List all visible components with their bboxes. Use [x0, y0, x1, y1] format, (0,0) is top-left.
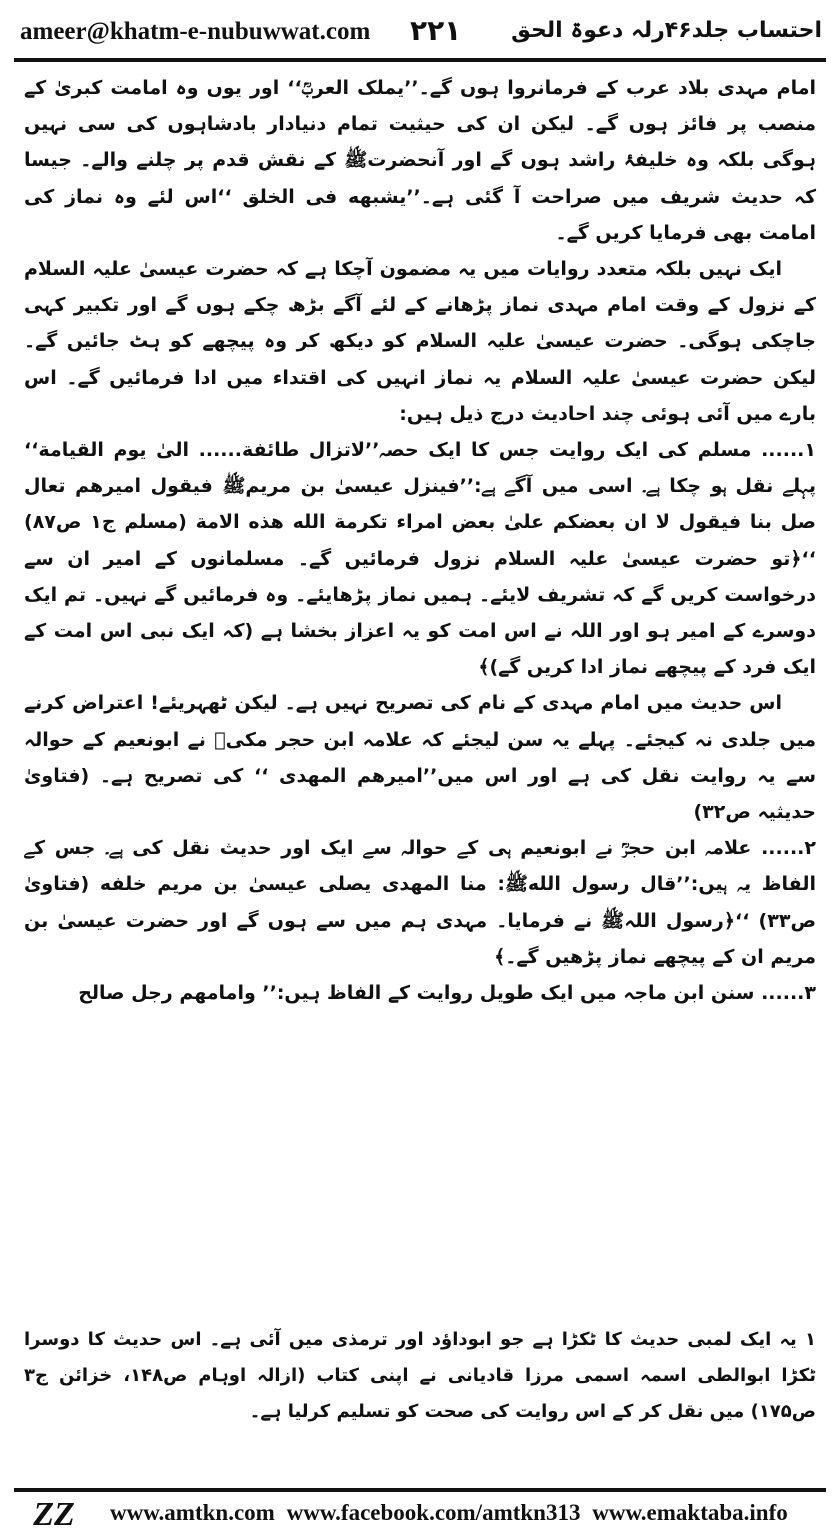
running-title: احتساب جلد۴۶رلہ دعوۃ الحق — [511, 18, 822, 43]
paragraph-6-text: سنن ابن ماجہ میں ایک طویل روایت کے الفاظ ہیں:’’ وامامهم رجل صالح — [78, 982, 755, 1005]
header-email: ameer@khatm-e-nubuwwat.com — [20, 18, 371, 45]
main-text — [24, 70, 816, 1011]
footer-link-amtkn[interactable]: www.amtkn.com — [110, 1500, 275, 1525]
paragraph-4: اس حدیث میں امام مہدی کے نام کی تصریح نہیں ہے۔ لیکن ٹھہریئے! اعتراض کرنے میں جلدی نہ کیجئے۔ پہلے یہ سن لیجئے کہ علامہ ابن حجر مکیؒ نے ابونعیم کے حوالہ سے یہ روایت نقل کی ہے اور اس میں’’امیرهم المهدی ‘‘ کی تصریح ہے۔ (فتاویٰ حدیثیہ ص۳۲) — [24, 692, 816, 824]
footer-links — [110, 1500, 794, 1526]
footnote-paragraph — [24, 1322, 816, 1430]
paragraph-3 — [24, 432, 816, 685]
item-number-2: ۲...... — [761, 837, 816, 860]
paragraph-1: امام مہدی بلاد عرب کے فرمانروا ہوں گے۔’’یملک العربؒ‘‘ اور یوں وہ امامت کبریٰ کے منصب پر فائز ہوں گے۔ لیکن ان کی حیثیت تمام دنیادار بادشاہوں کی سی نہیں ہوگی بلکہ وہ خلیفۂ راشد ہوں گے اور آنحضرتﷺ کے نقش قدم پر چلنے والے۔ جیسا کہ حدیث شریف میں صراحت آ گئی ہے۔’’یشبهه فی الخلق ‘‘اس لئے وہ نماز کی امامت بھی فرمایا کریں گے۔ — [24, 77, 816, 244]
logo-text: ZZ — [33, 1496, 75, 1533]
header-divider — [14, 58, 826, 62]
paragraph-3-text: مسلم کی ایک روایت جس کا ایک حصہ’’لاتزال طائفة...... الیٰ یوم القیامة‘‘ پہلے نقل ہو چکا ہے۔ اسی میں آگے ہے:’’فینزل عیسیٰ بن مریمﷺ فیقول امیرهم تعال صل بنا فیقول لا ان بعضکم علیٰ بعض امراء تکرمة الله هذه الامة (مسلم ج۱ ص۸۷) ‘‘﴿تو حضرت عیسیٰ علیہ السلام نزول فرمائیں گے۔ مسلمانوں کے امیر ان سے درخواست کریں گے کہ تشریف لایئے۔ ہمیں نماز پڑھایئے۔ وہ فرمائیں گے نہیں۔ تم ایک دوسرے کے امیر ہو اور اللہ نے اس امت کو یہ اعزاز بخشا ہے (کہ ایک نبی اس امت کے ایک فرد کے پیچھے نماز ادا کریں گے)﴾ — [24, 439, 816, 679]
page-number: ۲۲۱ — [410, 14, 462, 47]
item-number-3: ۳...... — [761, 982, 816, 1005]
paragraph-6 — [24, 975, 816, 1011]
footnote-marker: ۱ — [805, 1329, 816, 1350]
page-header — [14, 14, 826, 56]
item-number-1: ۱...... — [761, 439, 816, 462]
footnote-text: یہ ایک لمبی حدیث کا ٹکڑا ہے جو ابوداؤد اور ترمذی میں آئی ہے۔ اس حدیث کا دوسرا ٹکڑا ابوالطی اسمہ اسمی مرزا قادیانی نے اپنی کتاب (ازالہ اوہام ص۱۴۸، خزائن ج۳ ص۱۷۵) میں نقل کر کے اس روایت کی صحت کو تسلیم کرلیا ہے۔ — [24, 1329, 817, 1422]
paragraph-5 — [24, 830, 816, 975]
footer-link-facebook[interactable]: www.facebook.com/amtkn313 — [286, 1500, 581, 1525]
paragraph-2: ایک نہیں بلکہ متعدد روایات میں یہ مضمون آچکا ہے کہ حضرت عیسیٰ علیہ السلام کے نزول کے وقت امام مہدی نماز پڑھانے کے لئے آگے بڑھ چکے ہوں گے اور تکبیر کہی جاچکی ہوگی۔ حضرت عیسیٰ علیہ السلام کو دیکھ کر وہ پیچھے کو ہٹ جائیں گے۔ لیکن حضرت عیسیٰ علیہ السلام یہ نماز انہیں کی اقتداء میں ادا فرمائیں گے۔ اس بارے میں آئی ہوئی چند احادیث درج ذیل ہیں: — [24, 258, 816, 425]
footnote — [24, 1322, 816, 1430]
footer-link-emaktaba[interactable]: www.emaktaba.info — [592, 1500, 788, 1525]
paragraph-5-text: علامہ ابن حجرؒ نے ابونعیم ہی کے حوالہ سے ایک اور حدیث نقل کی ہے۔ جس کے الفاظ یہ ہیں:’’قال رسول اللهﷺ: منا المهدی یصلی عیسیٰ بن مریم خلفه (فتاویٰ ص۳۳) ‘‘﴿رسول اللہﷺ نے فرمایا۔ مہدی ہم میں سے ہوں گے اور حضرت عیسیٰ بن مریم ان کے پیچھے نماز پڑھیں گے۔﴾ — [24, 837, 816, 968]
footer-divider — [14, 1488, 826, 1492]
publisher-logo-icon — [16, 1494, 92, 1534]
